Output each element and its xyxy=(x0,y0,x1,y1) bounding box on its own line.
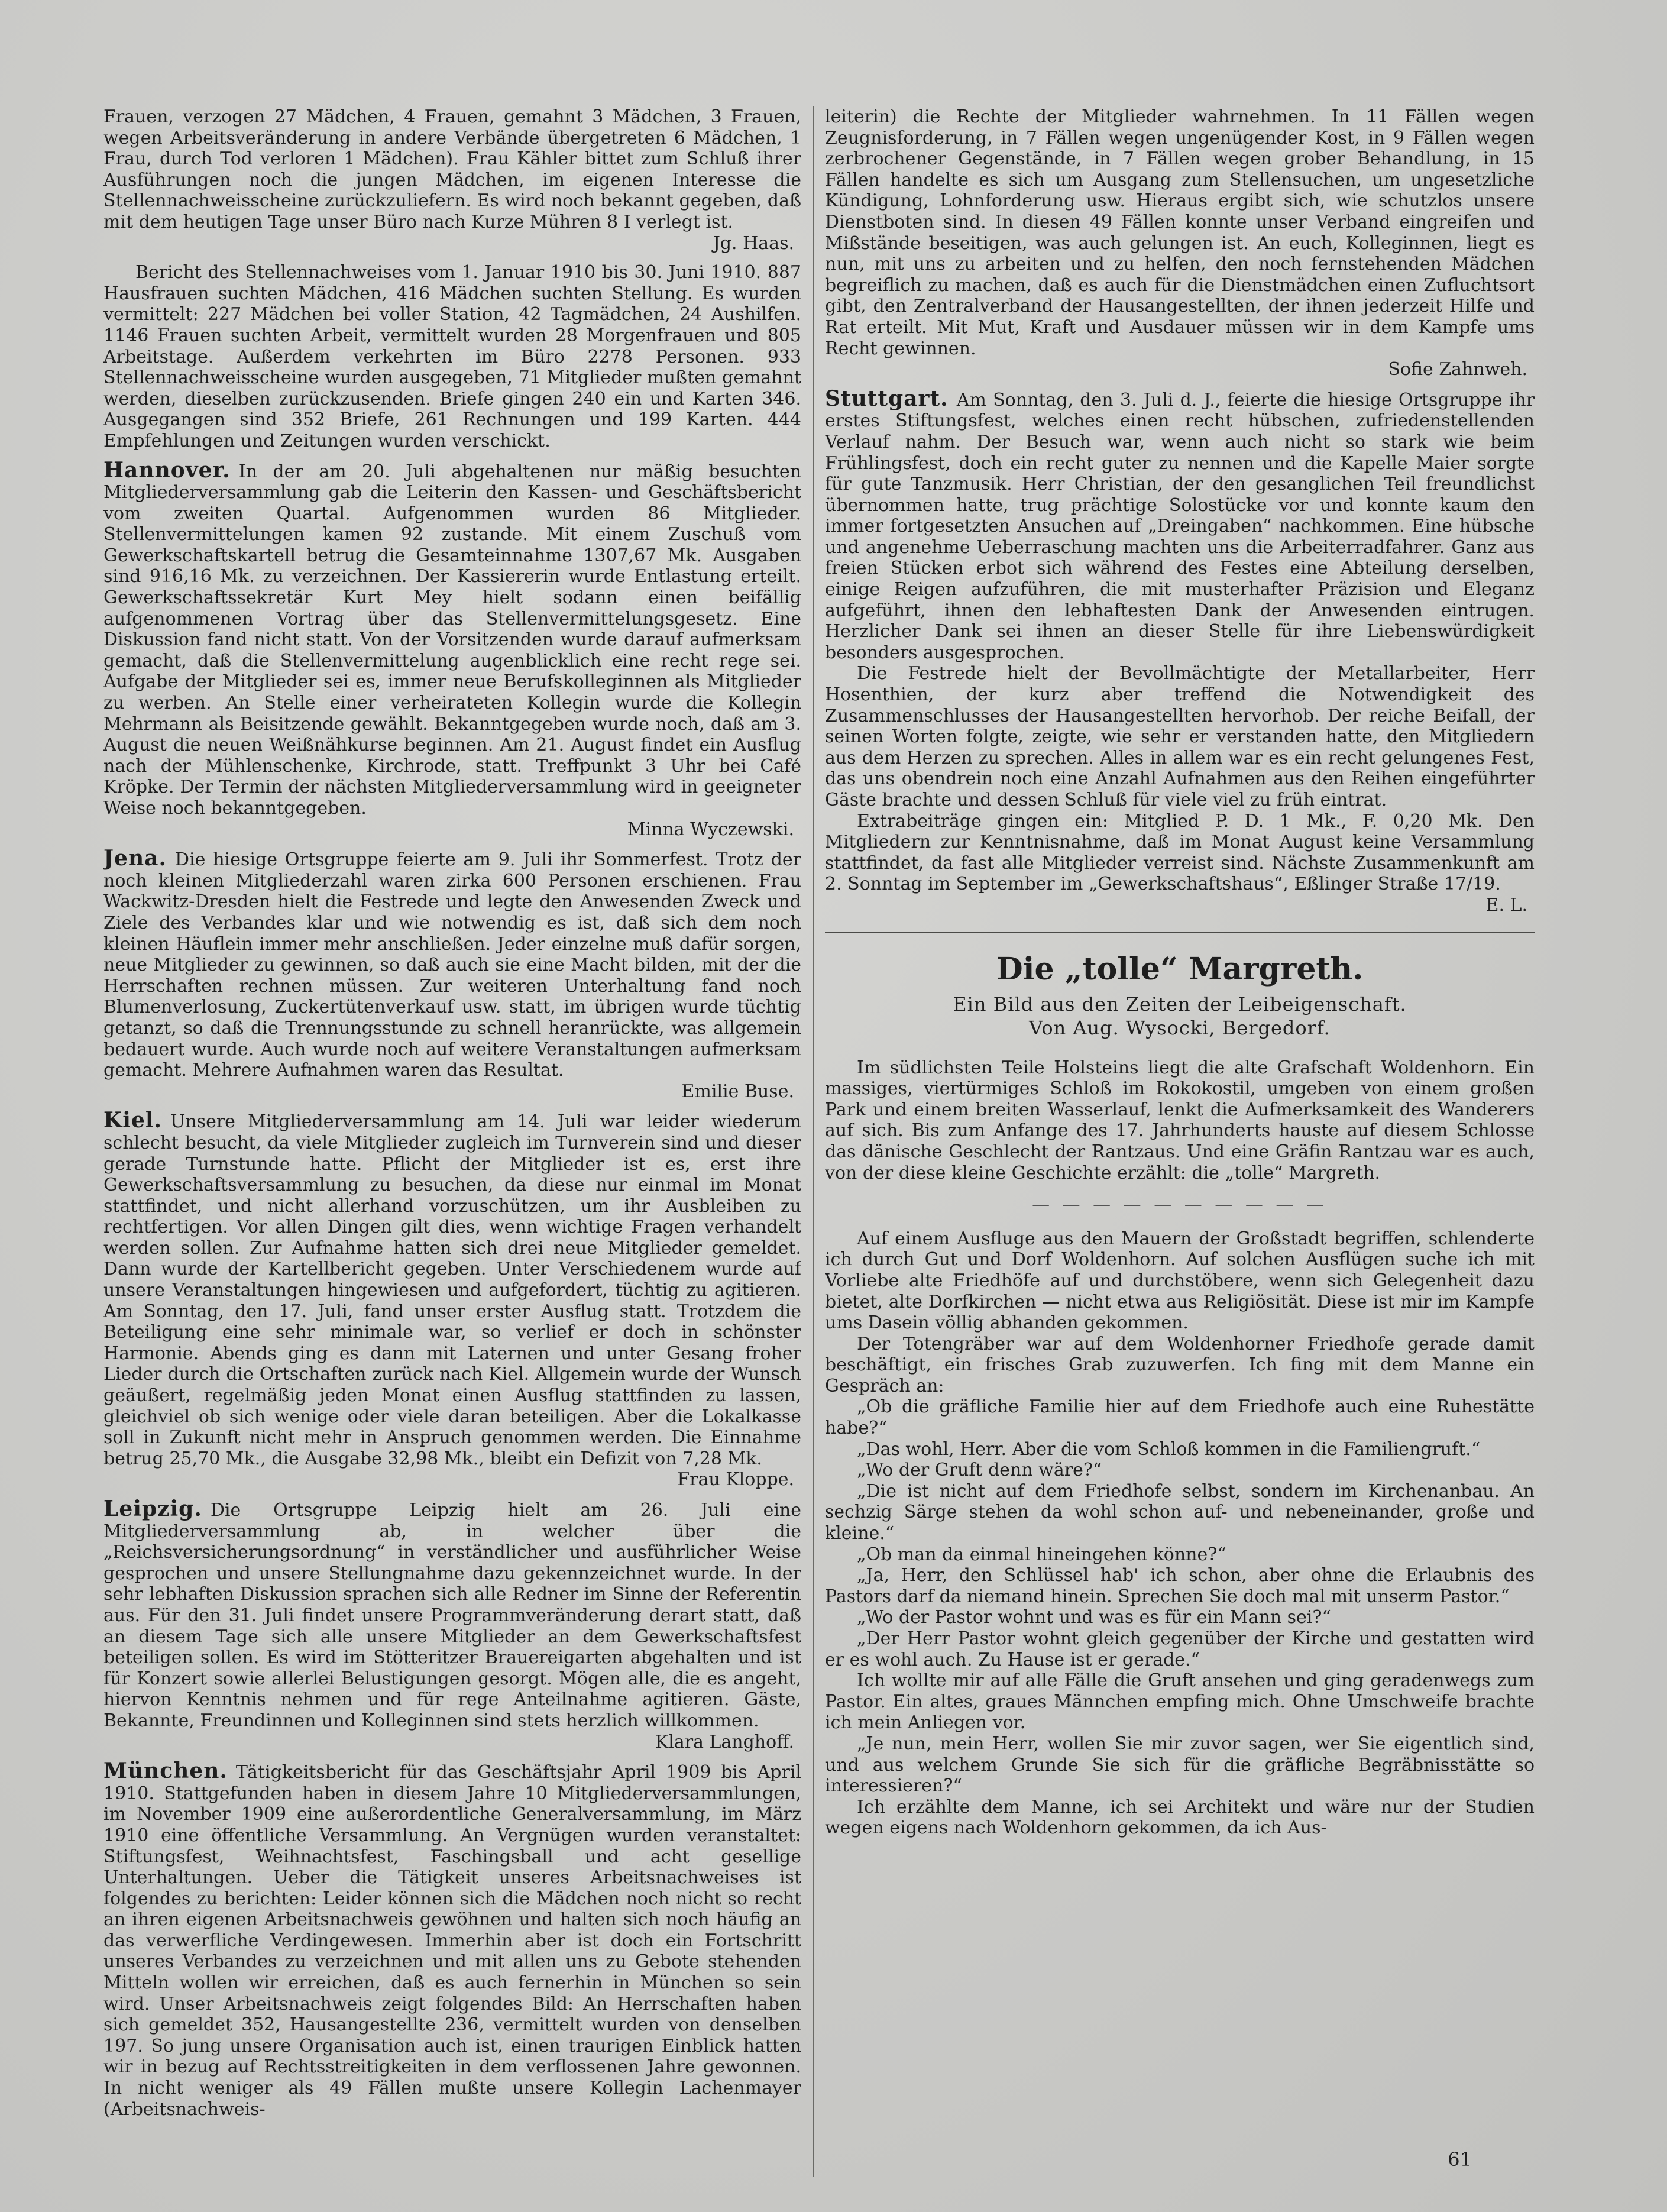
text-hannover: In der am 20. Juli abgehaltenen nur mäßig besuchten Mitgliederversammlung gab die Leiterin den Kassen- und Geschäftsbericht vom zweiten Quartal. Aufgenommen wurden 86 Mitglieder. Stellenvermittelungen kamen 92 zustande. Mit einem Zuschuß vom Gewerkschaftskartell betrug die Gesamteinnahme 1307,67 Mk. Ausgaben sind 916,16 Mk. zu verzeichnen. Der Kassiererin wurde Entlastung erteilt. Gewerkschaftssekretär Kurt Mey hielt sodann einen beifällig aufgenommenen Vortrag über das Stellenvermittelungsgesetz. Eine Diskussion fand nicht statt. Von der Vorsitzenden wurde darauf aufmerksam gemacht, daß die Stellenvermittelung augenblicklich eine recht rege sei. Aufgabe der Mitglieder sei es, immer neue Berufskolleginnen als Mitglieder zu werben. An Stelle einer verheirateten Kollegin wurde die Kollegin Mehrmann als Beisitzende gewählt. Bekanntgegeben wurde noch, daß am 3. August die neuen Weißnähkurse beginnen. Am 21. August findet ein Ausflug nach der Mühlenschenke, Kirchrode, statt. Treffpunkt 3 Uhr bei Café Kröpke. Der Termin der nächsten Mitgliederversammlung wird in geeigneter Weise noch bekanntgegeben. xyxy=(103,461,801,819)
story-subtitle: Ein Bild aus den Zeiten der Leibeigenschaft. xyxy=(953,992,1407,1016)
section-muenchen xyxy=(103,1758,801,2120)
story-paragraph: „Die ist nicht auf dem Friedhofe selbst, sondern im Kirchenanbau. An sechzig Särge stehen da wohl schon auf- und nebeneinander, große und kleine.“ xyxy=(825,1480,1535,1544)
story-paragraph: Ich wollte mir auf alle Fälle die Gruft ansehen und ging geradenwegs zum Pastor. Ein altes, graues Männchen empfing mich. Ohne Umschweife brachte ich mein Anliegen vor. xyxy=(825,1670,1535,1734)
text-muenchen: Tätigkeitsbericht für das Geschäftsjahr April 1909 bis April 1910. Stattgefunden haben in diesem Jahre 10 Mitgliederversammlungen, im November 1909 eine außerordentliche Generalversammlung, im März 1910 eine öffentliche Versammlung. An Vergnügen wurden veranstaltet: Stiftungsfest, Weihnachtsfest, Faschingsball und acht gesellige Unterhaltungen. Ueber die Tätigkeit unseres Arbeitsnachweises ist folgendes zu berichten: Leider können sich die Mädchen noch nicht so recht an ihren eigenen Arbeitsnachweis gewöhnen und halten sich noch häufig an das verwerfliche Verdingewesen. Immerhin aber ist doch ein Fortschritt unseres Verbandes zu verzeichnen und mit allen uns zu Gebote stehenden Mitteln wollen wir erreichen, daß es auch fernerhin in München so sein wird. Unser Arbeitsnachweis zeigt folgendes Bild: An Herrschaften haben sich gemeldet 352, Hausangestellte 236, vermittelt wurden von denselben 197. So jung unsere Organisation auch ist, einen traurigen Einblick hatten wir in bezug auf Rechtsstreitigkeiten in dem verflossenen Jahre gewonnen. In nicht weniger als 49 Fällen mußte unsere Kollegin Lachenmayer (Arbeitsnachweis- xyxy=(103,1762,801,2120)
heading-kiel: Kiel. xyxy=(103,1108,163,1133)
story-paragraph: „Ob man da einmal hineingehen könne?“ xyxy=(857,1544,1226,1565)
story-paragraph: „Wo der Gruft denn wäre?“ xyxy=(857,1460,1102,1481)
signature-leipzig: Klara Langhoff. xyxy=(655,1731,794,1752)
heading-hannover: Hannover. xyxy=(103,457,231,483)
story-paragraph: Ich erzählte dem Manne, ich sei Architekt und wäre nur der Studien wegen eigens nach Woldenhorn gekommen, da ich Aus- xyxy=(825,1796,1535,1839)
muenchen-continued: leiterin) die Rechte der Mitglieder wahrnehmen. In 11 Fällen wegen Zeugnisforderung, in 7 Fällen wegen ungenügender Kost, in 9 Fällen wegen zerbrochener Gegenstände, in 7 Fällen wegen grober Behandlung, in 15 Fällen handelte es sich um Ausgang zum Stellensuchen, um ungesetzliche Kündigung, Lohnforderung usw. Hieraus ergibt sich, wie schutzlos unsere Dienstboten sind. In diesen 49 Fällen konnte unser Verband eingreifen und Mißstände beseitigen, was auch gelungen ist. An euch, Kolleginnen, liegt es nun, mit uns zu arbeiten und zu helfen, den noch fernstehenden Mädchen begreiflich zu machen, daß es auch für die Dienstmädchen einen Zufluchtsort gibt, den Zentralverband der Hausangestellten, der ihnen jederzeit Hilfe und Rat erteilt. Mit Mut, Kraft und Ausdauer müssen wir in dem Kampfe ums Recht gewinnen. xyxy=(825,106,1535,359)
text-kiel: Unsere Mitgliederversammlung am 14. Juli war leider wiederum schlecht besucht, da viele Mitglieder zugleich im Turnverein sind und dieser gerade Turnstunde hatte. Pflicht der Mitglieder ist es, erst ihre Gewerkschaftsversammlung zu besuchen, da diese nur einmal im Monat stattfindet, und nicht allerhand vorzuschützen, um ihr Ausbleiben zu rechtfertigen. Vor allen Dingen gilt dies, wenn wichtige Fragen verhandelt werden sollen. Zur Aufnahme hatten sich drei neue Mitglieder gemeldet. Dann wurde der Kartellbericht gegeben. Unter Verschiedenem wurde auf unsere Veranstaltungen hingewiesen und aufgefordert, tüchtig zu agitieren. Am Sonntag, den 17. Juli, fand unser erster Ausflug statt. Trotzdem die Beteiligung eine sehr minimale war, so verlief er doch in schönster Harmonie. Abends ging es dann mit Laternen und unter Gesang froher Lieder durch die Ortschaften zurück nach Kiel. Allgemein wurde der Wunsch geäußert, regelmäßig jeden Monat einen Ausflug stattfinden zu lassen, gleichviel ob sich wenige oder viele daran beteiligen. Aber die Lokalkasse soll in Zukunft nicht mehr in Anspruch genommen werden. Die Einnahme betrug 25,70 Mk., die Ausgabe 32,98 Mk., bleibt ein Defizit von 7,28 Mk. xyxy=(103,1111,801,1469)
signature-hannover: Minna Wyczewski. xyxy=(627,819,794,840)
story-title: Die „tolle“ Margreth. xyxy=(996,950,1364,987)
heading-leipzig: Leipzig. xyxy=(103,1496,202,1521)
left-column xyxy=(103,106,801,2141)
intro-continued: Frauen, verzogen 27 Mädchen, 4 Frauen, gemahnt 3 Mädchen, 3 Frauen, wegen Arbeitsveränderung in andere Verbände übergetreten 6 Mädchen, 1 Frau, durch Tod verloren 1 Mädchen). Frau Kähler bittet zum Schluß ihrer Ausführungen noch die jungen Mädchen, im eigenen Interesse die Stellennachweisscheine zurückzuliefern. Es wird noch bekannt gegeben, daß mit dem heutigen Tage unser Büro nach Kurze Mühren 8 I verlegt ist. xyxy=(103,106,801,232)
text-leipzig: Die Ortsgruppe Leipzig hielt am 26. Juli eine Mitgliederversammlung ab, in welcher über die „Reichsversicherungsordnung“ in verständlicher und ausführlicher Weise gesprochen und unsere Stellungnahme dazu gekennzeichnet wurde. In der sehr lebhaften Diskussion sprachen sich alle Redner im Sinne der Referentin aus. Für den 31. Juli findet unsere Programmveränderung derart statt, daß an diesem Tage sich alle unsere Mitglieder an dem Gewerkschaftsfest beteiligen sollen. Es wird im Stötteritzer Brauereigarten abgehalten und ist für Konzert sowie allerlei Belustigungen gesorgt. Mögen alle, die es angeht, hiervon Kenntnis nehmen und für rege Anteilnahme agitieren. Gäste, Bekannte, Freundinnen und Kolleginnen sind stets herzlich willkommen. xyxy=(103,1500,801,1731)
signature-stuttgart: E. L. xyxy=(1485,894,1527,916)
signature-muenchen: Sofie Zahnweh. xyxy=(1388,359,1527,380)
story-paragraph: „Der Herr Pastor wohnt gleich gegenüber der Kirche und gestatten wird er es wohl auch. Zu Hause ist er gerade.“ xyxy=(825,1628,1535,1670)
section-leipzig xyxy=(103,1496,801,1732)
story-paragraph: „Wo der Pastor wohnt und was es für ein Mann sei?“ xyxy=(857,1607,1331,1628)
heading-jena: Jena. xyxy=(103,846,167,871)
story-intro: Im südlichsten Teile Holsteins liegt die alte Grafschaft Woldenhorn. Ein massiges, viertürmiges Schloß im Rokokostil, umgeben von einem großen Park und einem breiten Wasserlauf, lenkt die Aufmerksamkeit des Wanderers auf sich. Bis zum Anfange des 17. Jahrhunderts hauste auf diesem Schlosse das dänische Geschlecht der Rantzaus. Und eine Gräfin Rantzau war es auch, von der diese kleine Geschichte erzählt: die „tolle“ Margreth. xyxy=(825,1057,1535,1183)
section-hannover xyxy=(103,457,801,819)
column-divider xyxy=(813,106,814,2177)
story-paragraph: Der Totengräber war auf dem Woldenhorner Friedhofe gerade damit beschäftigt, ein frisches Grab zuzuwerfen. Ich fing mit dem Manne ein Gespräch an: xyxy=(825,1333,1535,1396)
signature-jena: Emilie Buse. xyxy=(681,1081,794,1102)
stuttgart-paragraph-3: Extrabeiträge gingen ein: Mitglied P. D. 1 Mk., F. 0,20 Mk. Den Mitgliedern zur Kenntnisnahme, daß im Monat August keine Versammlung stattfindet, da fast alle Mitglieder verreist sind. Nächste Zusammenkunft am 2. Sonntag im September im „Gewerkschaftshaus“, Eßlinger Straße 17/19. xyxy=(825,810,1535,895)
story-paragraph: „Je nun, mein Herr, wollen Sie mir zuvor sagen, wer Sie eigentlich sind, und aus welchem Grunde Sie sich für die gräfliche Begräbnisstätte so interessieren?“ xyxy=(825,1733,1535,1797)
section-stuttgart xyxy=(825,386,1535,664)
text-stuttgart: Am Sonntag, den 3. Juli d. J., feierte die hiesige Ortsgruppe ihr erstes Stiftungsfest, welches einen recht hübschen, zufriedenstellenden Verlauf nahm. Der Besuch war, wenn auch nicht so stark wie beim Frühlingsfest, doch ein recht guter zu nennen und die Kapelle Maier sorgte für gute Tanzmusik. Herr Christian, der den gesanglichen Teil freundlichst übernommen hatte, trug prächtige Solostücke vor und konnte kaum den immer fortgesetzten Ansuchen auf „Dreingaben“ nachkommen. Eine hübsche und angenehme Ueberraschung machten uns die Arbeiterradfahrer. Ganz aus freien Stücken erbot sich während des Festes eine Abteilung derselben, einige Reigen aufzuführen, die mit musterhafter Präzision und Eleganz aufgeführt, ihnen den lebhaftesten Dank der Anwesenden eintrugen. Herzlicher Dank sei ihnen an dieser Stelle für ihre Liebenswürdigkeit besonders ausgesprochen. xyxy=(825,389,1535,663)
heading-muenchen: München. xyxy=(103,1758,228,1784)
page-number: 61 xyxy=(1448,2148,1472,2171)
story-byline: Von Aug. Wysocki, Bergedorf. xyxy=(1029,1016,1331,1039)
story-paragraph: „Ja, Herr, den Schlüssel hab' ich schon, aber ohne die Erlaubnis des Pastors darf da niemand hinein. Sprechen Sie doch mal mit unserm Pastor.“ xyxy=(825,1565,1535,1607)
stellennachweis-report: Bericht des Stellennachweises vom 1. Januar 1910 bis 30. Juni 1910. 887 Hausfrauen suchten Mädchen, 416 Mädchen suchten Stellung. Es wurden vermittelt: 227 Mädchen bei voller Station, 42 Tagmädchen, 24 Aushilfen. 1146 Frauen suchten Arbeit, vermittelt wurden 28 Morgenfrauen und 805 Arbeitstage. Außerdem verkehrten im Büro 2278 Personen. 933 Stellennachweisscheine wurden ausgegeben, 71 Mitglieder mußten gemahnt werden, dieselben zurückzusenden. Briefe gingen 240 ein und Karten 346. Ausgegangen sind 352 Briefe, 261 Rechnungen und 199 Karten. 444 Empfehlungen und Zeitungen wurden verschickt. xyxy=(103,262,801,451)
heading-stuttgart: Stuttgart. xyxy=(825,386,949,411)
section-kiel xyxy=(103,1110,801,1469)
signature-kiel: Frau Kloppe. xyxy=(677,1469,794,1490)
stuttgart-paragraph-2: Die Festrede hielt der Bevollmächtigte der Metallarbeiter, Herr Hosenthien, der kurz aber treffend die Notwendigkeit des Zusammenschlusses der Hausangestellten hervorhob. Der reiche Beifall, der seinen Worten folgte, zeigte, wie sehr er verstanden hatte, den Mitgliedern aus dem Herzen zu sprechen. Alles in allem war es ein recht gelungenes Fest, das uns obendrein noch eine Anzahl Aufnahmen aus den Reihen eingeführter Gäste brachte und dessen Schluß für viele viel zu früh eintrat. xyxy=(825,663,1535,810)
text-jena: Die hiesige Ortsgruppe feierte am 9. Juli ihr Sommerfest. Trotz der noch kleinen Mitgliederzahl waren zirka 600 Personen erschienen. Frau Wackwitz-Dresden hielt die Festrede und legte den Anwesenden Zweck und Ziele des Verbandes klar und wie notwendig es ist, daß sich dem noch kleinen Häuflein immer mehr anschließen. Jeder einzelne muß dafür sorgen, neue Mitglieder zu gewinnen, so daß auch sie eine Macht bilden, mit der die Herrschaften rechnen müssen. Zur weiteren Unterhaltung fand noch Blumenverlosung, Zuckertütenverkauf usw. statt, im übrigen wurde tüchtig getanzt, so daß die Trennungsstunde zu schnell heranrückte, was allgemein bedauert wurde. Auch wurde noch auf weitere Veranstaltungen aufmerksam gemacht. Mehrere Aufnahmen waren das Resultat. xyxy=(103,849,801,1081)
story-paragraph: „Das wohl, Herr. Aber die vom Schloß kommen in die Familiengruft.“ xyxy=(857,1438,1481,1460)
section-jena xyxy=(103,848,801,1081)
story-separator: — — — — — — — — — — xyxy=(1032,1194,1328,1215)
story-divider xyxy=(825,932,1535,933)
signature-haas: Jg. Haas. xyxy=(713,232,794,254)
story-paragraph: „Ob die gräfliche Familie hier auf dem Friedhofe auch eine Ruhestätte habe?“ xyxy=(825,1396,1535,1439)
story-paragraph: Auf einem Ausfluge aus den Mauern der Großstadt begriffen, schlenderte ich durch Gut und Dorf Woldenhorn. Auf solchen Ausflügen suche ich mit Vorliebe alte Friedhöfe auf und durchstöbere, wenn sich Gelegenheit dazu bietet, alte Dorfkirchen — nicht etwa aus Religiösität. Diese ist mir im Kampfe ums Dasein völlig abhanden gekommen. xyxy=(825,1228,1535,1334)
right-column xyxy=(825,106,1535,2141)
